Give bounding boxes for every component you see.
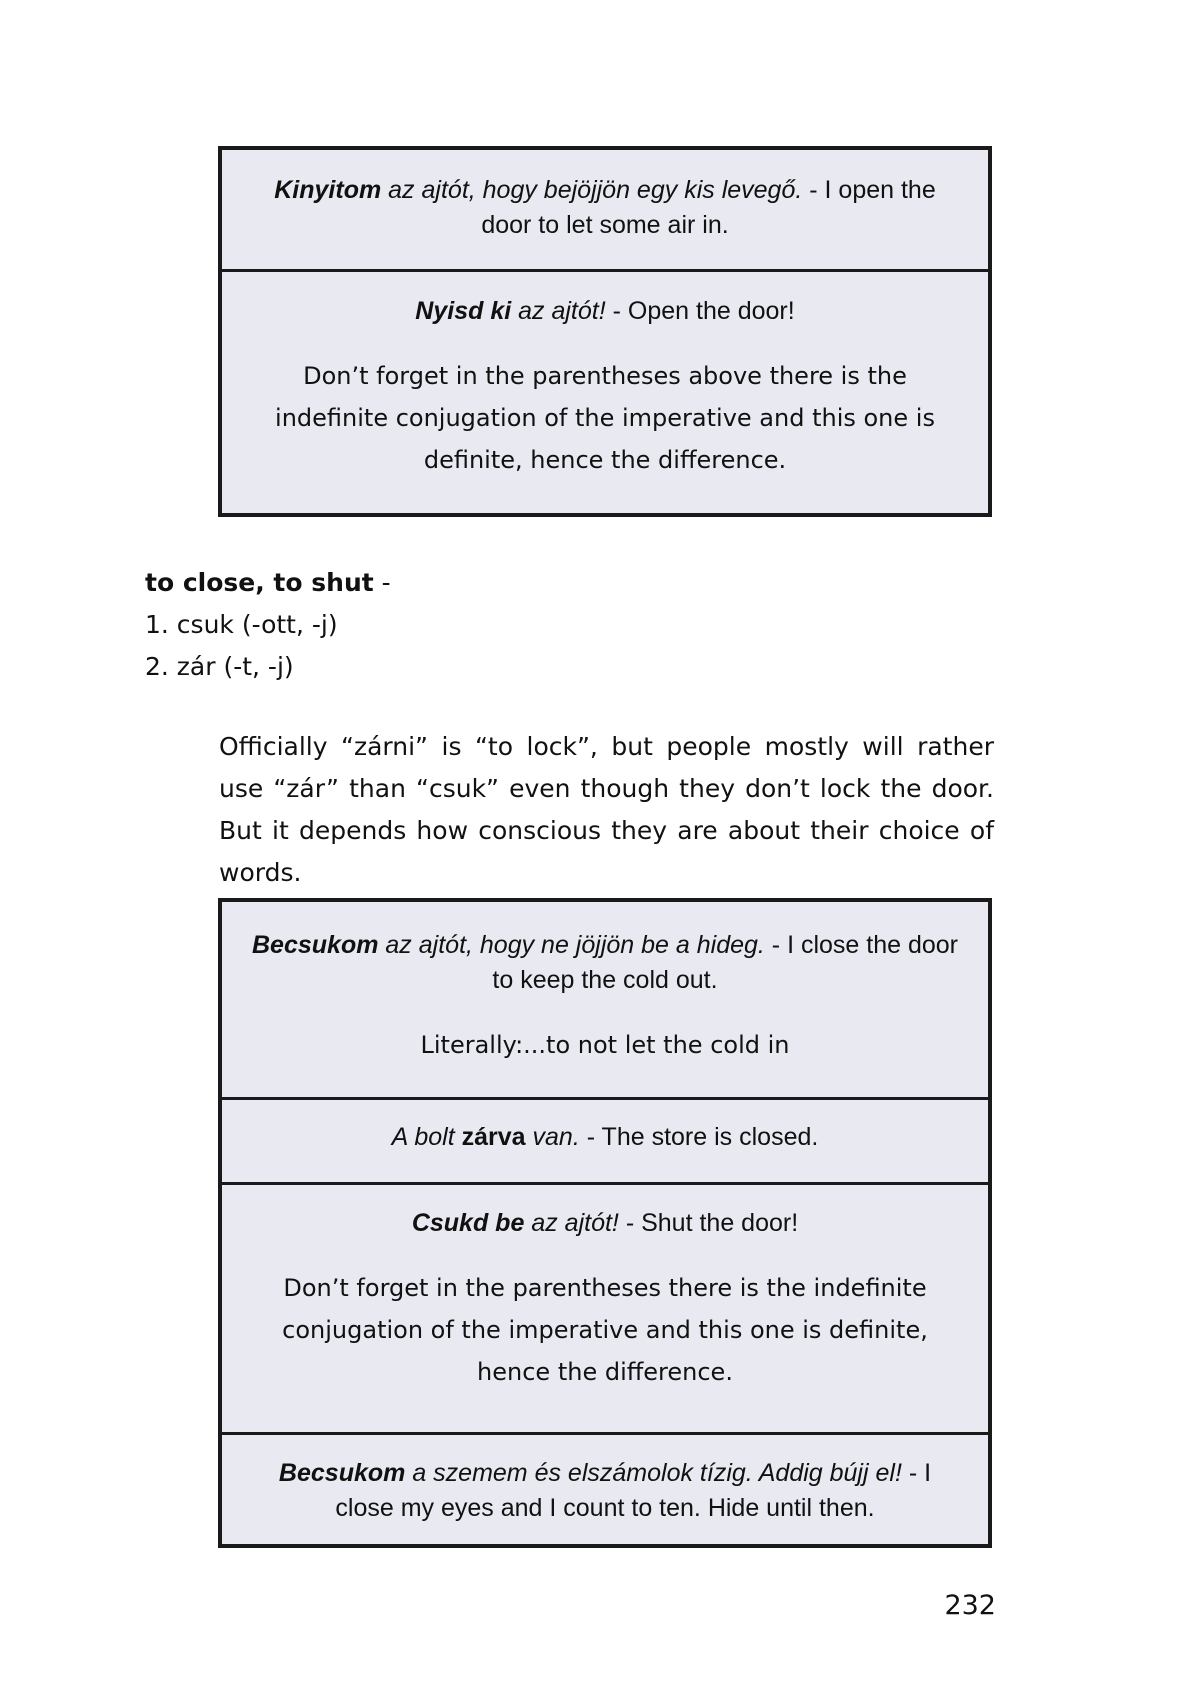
hu-phrase: az ajtót, hogy bejöjjön egy kis levegő. <box>388 176 803 204</box>
example-row-zarva <box>222 1100 988 1185</box>
hu-phrase: az ajtót! <box>518 297 606 325</box>
vocab-headline <box>145 562 391 604</box>
en-translation: - I close my eyes and I count to ten. Hide until then. <box>335 1459 932 1522</box>
vocab-dash: - <box>373 568 391 597</box>
example-row-nyisd-ki <box>222 272 988 481</box>
hu-keyword: Csukd be <box>411 1209 525 1237</box>
example-sentence <box>252 294 958 329</box>
vocabulary-entry <box>145 562 391 688</box>
hu-phrase: A bolt <box>391 1123 455 1151</box>
vocab-headword: to close, to shut <box>145 568 374 597</box>
hu-keyword: Becsukom <box>278 1459 406 1487</box>
en-translation: - I close the door to keep the cold out. <box>492 931 959 994</box>
usage-paragraph: Officially “zárni” is “to lock”, but people mostly will rather use “zár” than “csuk” even though they don’t lock the door. But it depends how conscious they are about their choice of words. <box>219 732 994 887</box>
example-table-open <box>218 146 992 517</box>
vocab-item: 1. csuk (-ott, -j) <box>145 610 338 639</box>
en-translation: - Shut the door! <box>618 1209 799 1237</box>
hu-phrase: az ajtót! <box>531 1209 619 1237</box>
en-translation: - The store is closed. <box>579 1123 819 1151</box>
hu-keyword: zárva <box>461 1123 526 1151</box>
hu-keyword: Kinyitom <box>274 176 382 204</box>
example-sentence <box>252 173 958 243</box>
hu-phrase: van. <box>532 1123 580 1151</box>
hu-phrase: a szemem és elszámolok tízig. Addig bújj el! <box>412 1459 902 1487</box>
example-table-close <box>218 898 992 1548</box>
hu-phrase: az ajtót, hogy ne jöjjön be a hideg. <box>385 931 765 959</box>
example-row-becsukom-szemem <box>222 1435 988 1526</box>
literal-note: Literally:...to not let the cold in <box>420 1031 790 1059</box>
example-sentence <box>252 1206 958 1241</box>
en-translation: - I open the door to let some air in. <box>481 176 936 239</box>
grammar-note: Don’t forget in the parentheses there is the indefinite conjugation of the imperative and this one is definite, hence the difference. <box>282 1274 928 1386</box>
grammar-note: Don’t forget in the parentheses above there is the indefinite conjugation of the imperative and this one is definite, hence the difference. <box>275 362 935 474</box>
vocab-item: 2. zár (-t, -j) <box>145 652 294 681</box>
example-row-kinyitom <box>222 150 988 272</box>
example-sentence <box>252 928 958 998</box>
example-sentence <box>252 1120 958 1155</box>
example-row-becsukom-ajtot <box>222 902 988 1100</box>
en-translation: - Open the door! <box>605 297 795 325</box>
example-row-csukd-be <box>222 1185 988 1435</box>
hu-keyword: Becsukom <box>252 931 379 959</box>
example-sentence <box>252 1456 958 1526</box>
hu-keyword: Nyisd ki <box>415 297 512 325</box>
page-number: 232 <box>944 1590 996 1621</box>
